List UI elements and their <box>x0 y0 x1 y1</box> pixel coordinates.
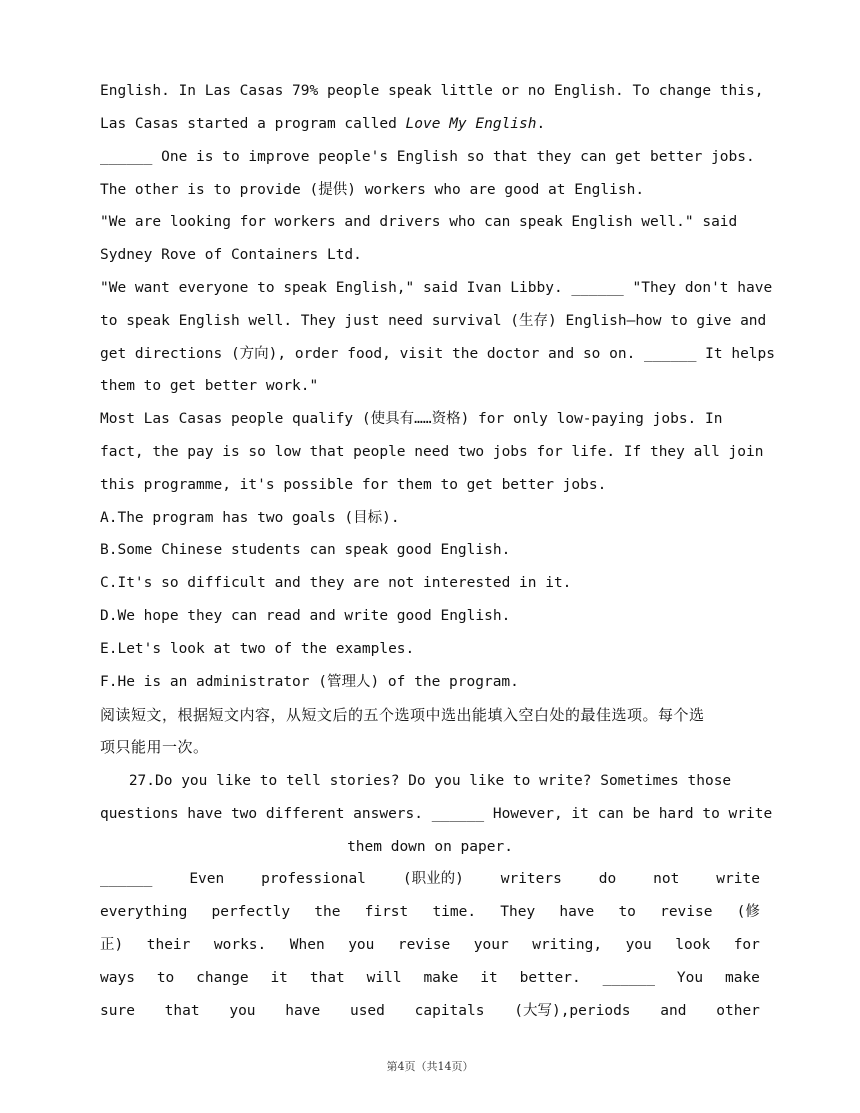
line-2-post: . <box>536 116 546 132</box>
question-27-line-3: them down on paper. <box>347 839 513 855</box>
word: used <box>349 1003 385 1019</box>
word: look <box>675 937 711 953</box>
word: your <box>473 937 509 953</box>
word: not <box>653 871 680 887</box>
word: will <box>366 970 402 986</box>
word: it <box>270 970 288 986</box>
passage-line-9: get directions (方向), order food, visit the doctor and so on. ______ It helps <box>100 346 776 362</box>
word: you <box>625 937 652 953</box>
word: to <box>618 904 636 920</box>
option-a: A.The program has two goals (目标). <box>100 510 400 526</box>
justified-line <box>100 902 760 922</box>
word: capitals <box>414 1003 485 1019</box>
passage-line-13: this programme, it's possible for them to get better jobs. <box>100 477 607 493</box>
word: (大写),periods <box>514 1003 631 1019</box>
word: writers <box>500 871 562 887</box>
passage-line-2 <box>100 114 760 134</box>
word: revise <box>660 904 713 920</box>
word: sure <box>100 1003 135 1019</box>
word: They <box>500 904 536 920</box>
word: for <box>733 937 760 953</box>
justified-line <box>100 869 760 889</box>
passage-line-11: Most Las Casas people qualify (使具有……资格) for only low-paying jobs. In <box>100 411 723 427</box>
passage-line-8: to speak English well. They just need survival (生存) English—how to give and <box>100 313 767 329</box>
word: 正) <box>100 937 124 953</box>
word: and <box>660 1003 687 1019</box>
instruction-line-1: 阅读短文，根据短文内容，从短文后的五个选项中选出能填入空白处的最佳选项。每个选 <box>100 706 705 724</box>
word: to <box>156 970 175 986</box>
page-footer: 第4页（共14页） <box>386 1060 474 1073</box>
word: have <box>285 1003 321 1019</box>
option-c: C.It's so difficult and they are not interested in it. <box>100 575 572 591</box>
instruction-line-2: 项只能用一次。 <box>100 738 209 756</box>
word: Even <box>189 871 225 887</box>
word: first <box>364 904 409 920</box>
word: professional <box>261 871 366 887</box>
passage-line-10: them to get better work." <box>100 378 319 394</box>
word: that <box>164 1003 200 1019</box>
option-e: E.Let's look at two of the examples. <box>100 641 415 657</box>
word: writing, <box>532 937 603 953</box>
word: time. <box>432 904 477 920</box>
question-27-line-2: questions have two different answers. ______ However, it can be hard to write <box>100 806 773 822</box>
word: you <box>229 1003 256 1019</box>
passage-line-12: fact, the pay is so low that people need two jobs for life. If they all join <box>100 444 764 460</box>
word: other <box>716 1003 760 1019</box>
word: it <box>480 970 498 986</box>
passage-line-3: ______ One is to improve people's English so that they can get better jobs. <box>100 149 755 165</box>
word: do <box>598 871 617 887</box>
word: ways <box>100 970 135 986</box>
word: (职业的) <box>402 871 464 887</box>
justified-line <box>100 1001 760 1021</box>
word: the <box>314 904 341 920</box>
passage-line-6: Sydney Rove of Containers Ltd. <box>100 247 362 263</box>
passage-line-7: "We want everyone to speak English," said Ivan Libby. ______ "They don't have <box>100 280 773 296</box>
word: (修 <box>736 904 760 920</box>
word: ______ <box>100 871 153 887</box>
question-27-line-1: 27.Do you like to tell stories? Do you like to write? Sometimes those <box>128 773 732 789</box>
passage-line-4: The other is to provide (提供) workers who are good at English. <box>100 182 645 198</box>
word: have <box>559 904 595 920</box>
word: perfectly <box>211 904 291 920</box>
line-2-pre: Las Casas started a program called <box>100 116 406 132</box>
word: everything <box>100 904 188 920</box>
option-f: F.He is an administrator (管理人) of the program. <box>100 674 519 690</box>
passage-line-5: "We are looking for workers and drivers who can speak English well." said <box>100 214 738 230</box>
word: you <box>348 937 375 953</box>
program-name: Love My English <box>405 116 537 132</box>
word: make <box>724 970 760 986</box>
justified-line <box>100 935 760 955</box>
word: better. <box>519 970 581 986</box>
option-b: B.Some Chinese students can speak good English. <box>100 542 511 558</box>
word: works. <box>213 937 267 953</box>
word: make <box>423 970 459 986</box>
word: change <box>196 970 249 986</box>
option-d: D.We hope they can read and write good English. <box>100 608 511 624</box>
word: When <box>289 937 325 953</box>
word: their <box>146 937 191 953</box>
word: You <box>676 970 704 986</box>
word: revise <box>397 937 451 953</box>
justified-line <box>100 968 760 988</box>
passage-line-1: English. In Las Casas 79% people speak little or no English. To change this, <box>100 83 764 99</box>
word: that <box>309 970 345 986</box>
word: write <box>716 871 760 887</box>
word: ______ <box>602 970 655 986</box>
